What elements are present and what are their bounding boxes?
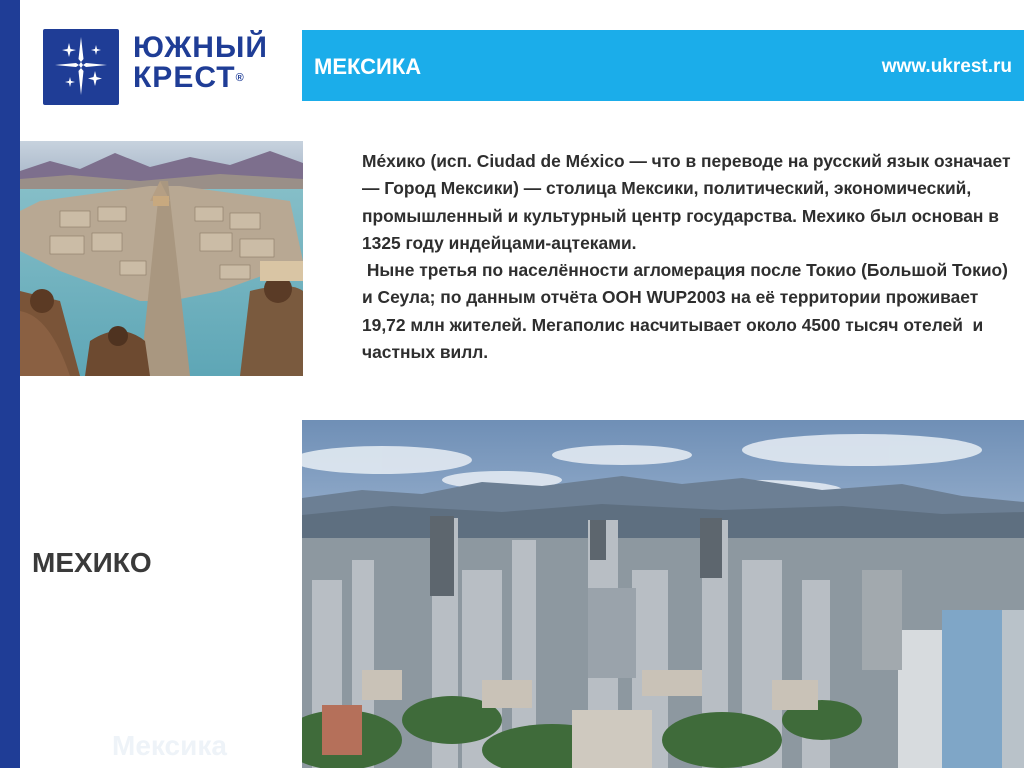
- logo-wordmark: [133, 33, 268, 93]
- city-label: МЕХИКО: [32, 547, 152, 578]
- left-accent-bar: [0, 0, 20, 768]
- website-link[interactable]: www.ukrest.ru: [881, 56, 1012, 77]
- page-title: МЕКСИКА: [314, 54, 422, 79]
- watermark-text: Мексика: [112, 730, 227, 761]
- southern-cross-stars-icon: [43, 29, 119, 105]
- description-text: [362, 148, 1017, 366]
- description-paragraph-2: Ныне третья по населённости агломерация после Токио (Большой Токио) и Сеула; по данным отчёта ООН WUP2003 на её территории проживает 19,72 млн жителей. Мегаполис насчитывает около 4500 тысяч отелей и частных вилл.: [362, 260, 1013, 363]
- company-logo[interactable]: [43, 29, 283, 105]
- header-banner: [302, 30, 1024, 101]
- logo-line-1: ЮЖНЫЙ: [133, 31, 268, 64]
- logo-line-2: КРЕСТ®: [133, 61, 245, 94]
- description-paragraph-1: Ме́хико (исп. Ciudad de México — что в переводе на русский язык означает — Город Мексики) — столица Мексики, политический, экономический, промышленный и культурный центр государства. Мехико был основан в 1325 году индейцами-ацтеками.: [362, 151, 1011, 253]
- mexico-city-skyline-photo: [302, 420, 1024, 768]
- registered-mark: ®: [235, 72, 245, 84]
- aztec-city-mural-image: [20, 141, 303, 376]
